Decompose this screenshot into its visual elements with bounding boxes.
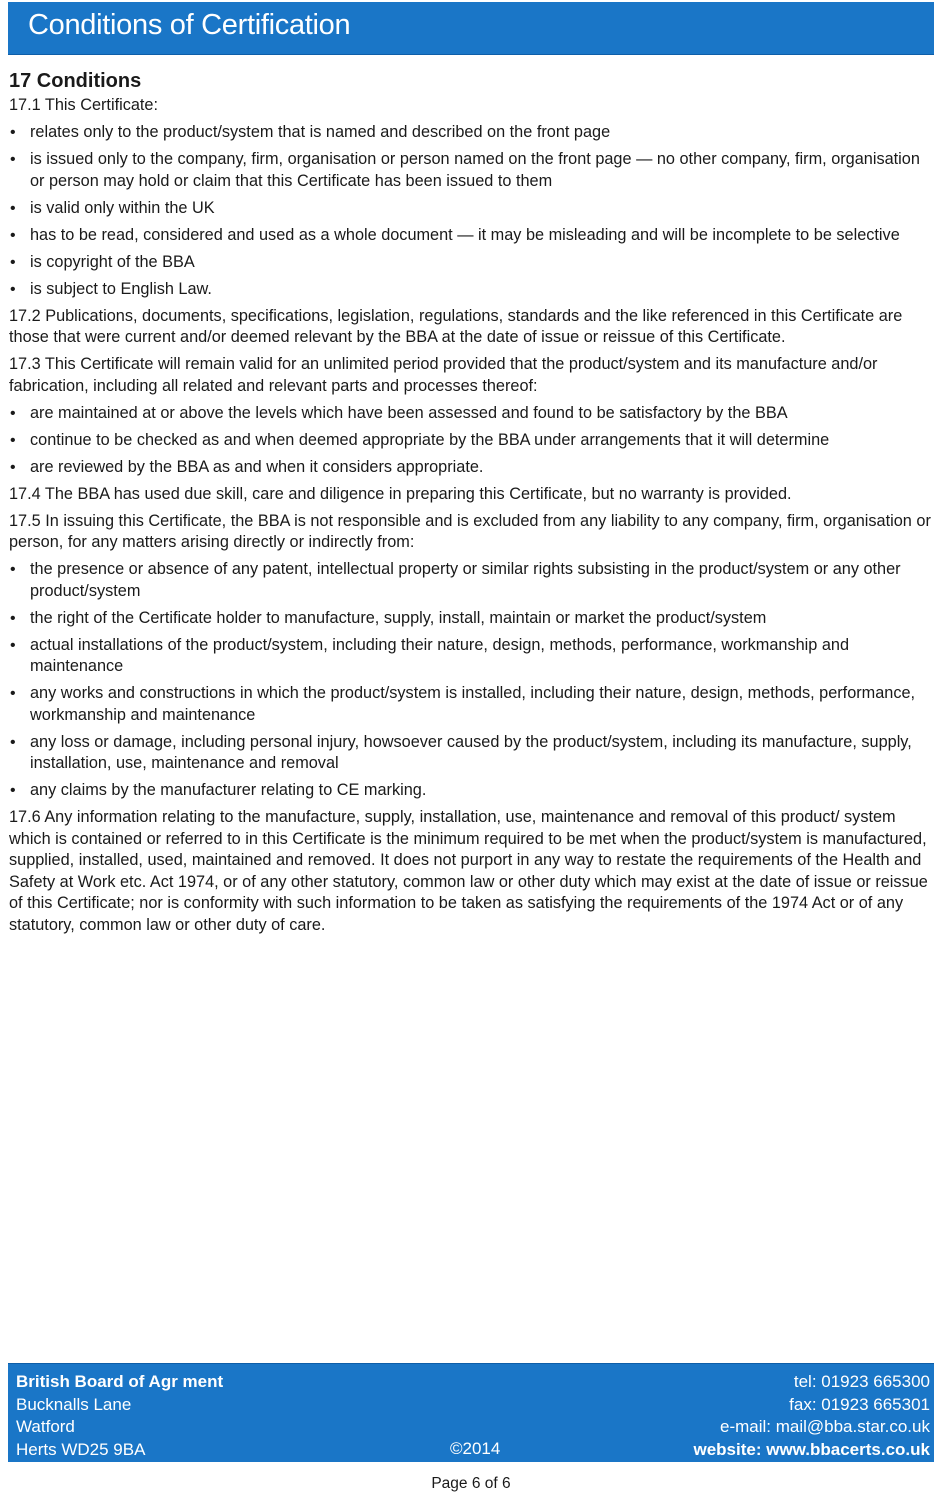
website-link[interactable]: website: www.bbacerts.co.uk xyxy=(693,1439,930,1459)
footer-contact xyxy=(694,1371,931,1461)
bullet-list-17-3 xyxy=(9,403,937,479)
paragraph-17-1: 17.1 This Certificate: xyxy=(9,96,159,114)
bullet-icon: • xyxy=(10,280,16,298)
list-item: • actual installations of the product/system, including their nature, design, methods, performance, workmanship and maintenance xyxy=(10,635,850,675)
list-item: • has to be read, considered and used as a whole document — it may be misleading and will be incomplete to be selective xyxy=(9,225,937,247)
bullet-icon: • xyxy=(10,226,16,244)
bullet-icon: • xyxy=(10,609,16,627)
paragraph-17-4: 17.4 The BBA has used due skill, care and diligence in preparing this Certificate, but no warranty is provided. xyxy=(9,484,792,503)
list-item: • are maintained at or above the levels which have been assessed and found to be satisfactory by the BBA xyxy=(9,403,937,425)
bullet-icon: • xyxy=(10,404,16,422)
footer-address xyxy=(16,1371,223,1461)
paragraph-17-2: 17.2 Publications, documents, specifications, legislation, regulations, standards and the like referenced in this Certificate are those that were current and/or deemed relevant by the BBA at the date of issue or reissue of this Certificate. xyxy=(9,306,903,346)
copyright: ©2014 xyxy=(450,1439,501,1458)
bullet-icon: • xyxy=(10,253,16,271)
list-item: • any works and constructions in which the product/system is installed, including their nature, design, methods, performance, workmanship and maintenance xyxy=(10,684,916,724)
bullet-icon: • xyxy=(10,685,16,702)
email-link[interactable]: e-mail: mail@bba.star.co.uk xyxy=(719,1417,930,1436)
address-line: Watford xyxy=(16,1417,75,1436)
header-bar xyxy=(8,2,934,55)
paragraph-17-6: 17.6 Any information relating to the manufacture, supply, installation, use, maintenance and removal of this product/ system which is contained or referred to in this Certificate is the minimum required to be met when the product/system is manufactured, supplied, installed, used, maintained and removed. It does not purport in any way to restate the requirements of the Health and Safety at Work etc. Act 1974, or of any other statutory, common law or other duty which may exist at the date of issue or reissue of this Certificate; nor is conformity with such information to be taken as satisfying the requirements of the 1974 Act or of any statutory, common law or other duty of care. xyxy=(9,808,928,934)
bullet-icon: • xyxy=(10,561,16,578)
bullet-icon: • xyxy=(10,458,16,476)
bullet-icon: • xyxy=(10,636,16,654)
list-item: • is subject to English Law. xyxy=(9,279,937,301)
address-line: Bucknalls Lane xyxy=(16,1394,132,1414)
list-item: • is copyright of the BBA xyxy=(9,252,937,274)
list-item: • any claims by the manufacturer relating to CE marking. xyxy=(9,780,937,802)
page-title: Conditions of Certification xyxy=(28,9,351,41)
list-item: • the right of the Certificate holder to manufacture, supply, install, maintain or market the product/system xyxy=(9,608,937,630)
footer-bar xyxy=(8,1363,934,1462)
bullet-list-17-1 xyxy=(9,122,937,300)
section-heading: 17 Conditions xyxy=(9,70,142,92)
list-item: • is valid only within the UK xyxy=(9,198,937,220)
paragraph-17-5: 17.5 In issuing this Certificate, the BBA is not responsible and is excluded from any liability to any company, firm, organisation or person, for any matters arising directly or indirectly from: xyxy=(9,511,931,551)
org-name: British Board of Agr ment xyxy=(16,1372,224,1391)
list-item: • continue to be checked as and when deemed appropriate by the BBA under arrangements that it will determine xyxy=(9,430,937,452)
paragraph-17-3: 17.3 This Certificate will remain valid for an unlimited period provided that the product/system and its manufacture and/or fabrication, including all related and relevant parts and processes thereof: xyxy=(9,355,878,395)
address-line: Herts WD25 9BA xyxy=(16,1439,146,1459)
fax: fax: 01923 665301 xyxy=(789,1394,930,1414)
document-body xyxy=(9,67,937,942)
list-item: • the presence or absence of any patent, intellectual property or similar rights subsisting in the product/system or any other product/system xyxy=(10,560,901,600)
bullet-icon: • xyxy=(10,151,16,168)
list-item: • is issued only to the company, firm, organisation or person named on the front page — no other company, firm, organisation or person may hold or claim that this Certificate has been issued to them xyxy=(10,150,920,190)
list-item: • relates only to the product/system that is named and described on the front page xyxy=(9,122,937,144)
page-number: Page 6 of 6 xyxy=(431,1475,511,1492)
bullet-icon: • xyxy=(10,199,16,217)
bullet-icon: • xyxy=(10,782,16,799)
tel: tel: 01923 665300 xyxy=(793,1372,930,1391)
list-item: • any loss or damage, including personal injury, howsoever caused by the product/system, including its manufacture, supply, installation, use, maintenance and removal xyxy=(10,732,912,772)
bullet-icon: • xyxy=(10,733,16,751)
bullet-icon: • xyxy=(10,431,16,449)
list-item: • are reviewed by the BBA as and when it considers appropriate. xyxy=(9,457,937,479)
bullet-icon: • xyxy=(10,124,16,141)
bullet-list-17-5 xyxy=(9,559,937,802)
